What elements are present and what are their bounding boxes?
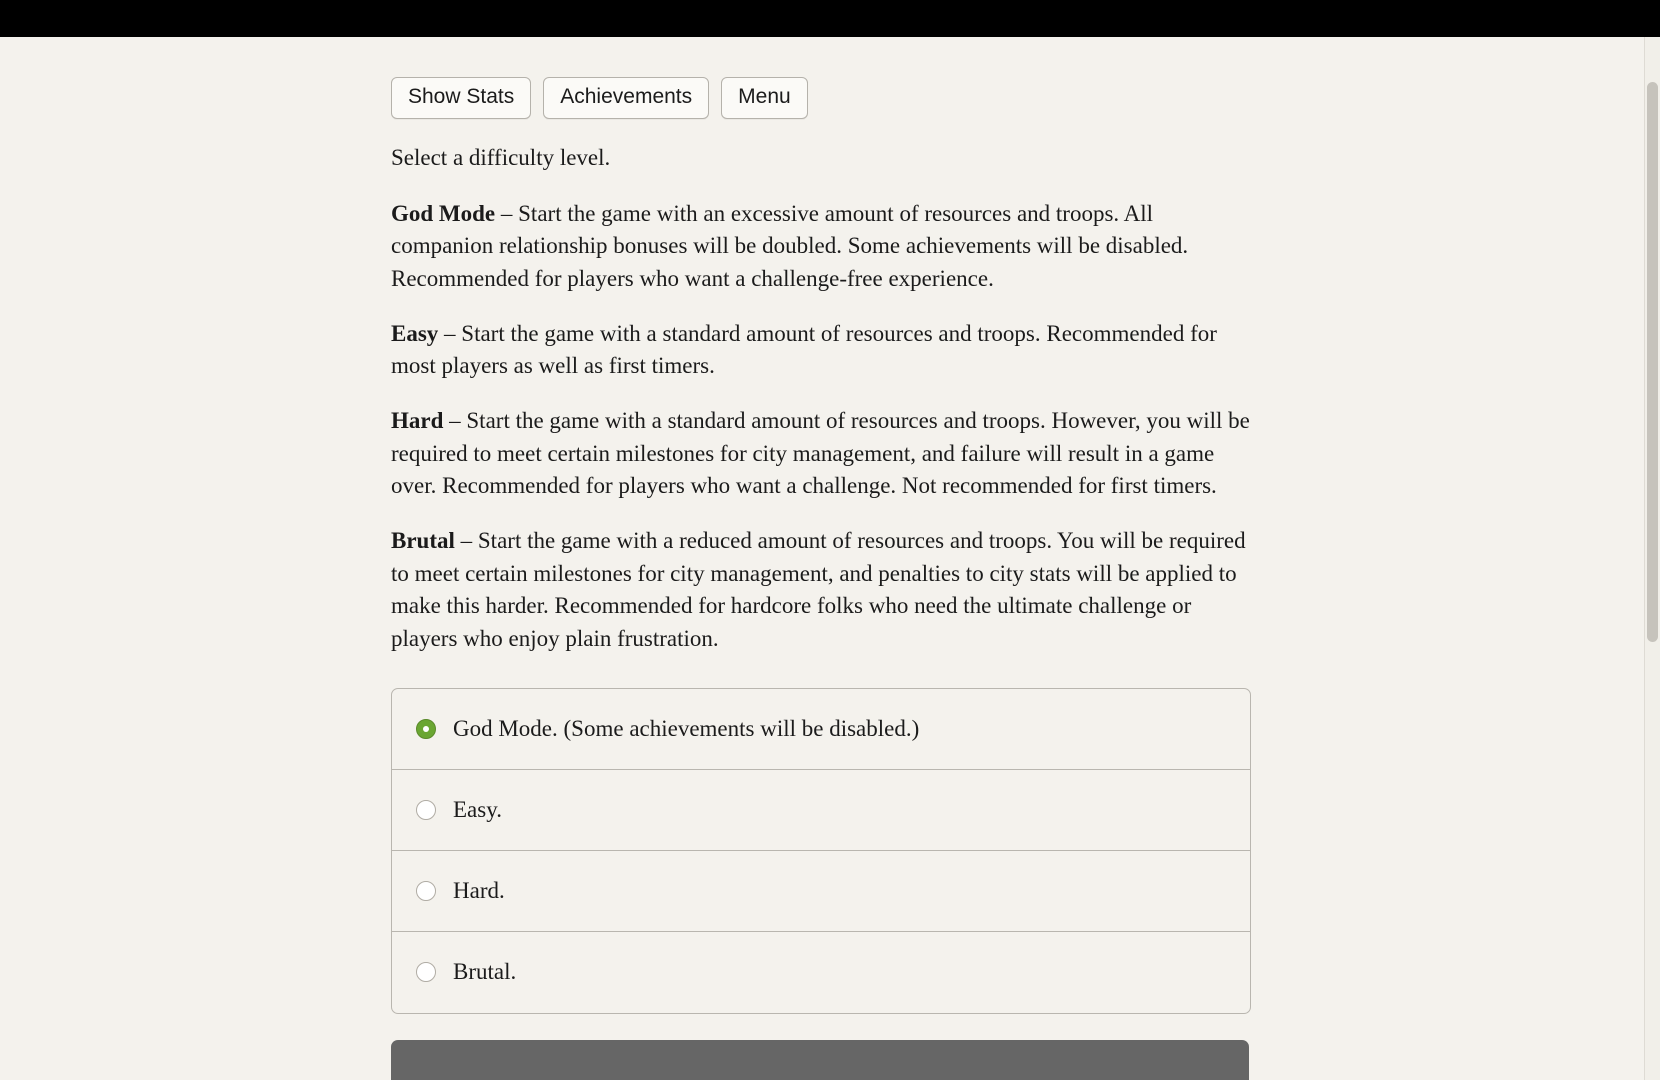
description-body-hard: Start the game with a standard amount of resources and troops. However, you will be required to meet certain milestones for city management, and failure will result in a game over. Recommended for players who want a challenge. Not recommended for first timers.	[391, 407, 1250, 499]
description-dash-brutal: –	[454, 527, 478, 553]
achievements-button[interactable]: Achievements	[543, 77, 709, 119]
radio-icon-hard[interactable]	[416, 881, 436, 901]
choice-label-easy: Easy.	[453, 796, 502, 822]
prompt-text: Select a difficulty level.	[391, 145, 611, 171]
description-term-hard: Hard	[391, 407, 444, 433]
description-term-easy: Easy	[391, 320, 439, 346]
description-body-god-mode: Start the game with an excessive amount of resources and troops. All companion relationship bonuses will be doubled. Some achievements will be disabled. Recommended for players who want a challenge-free experience.	[391, 200, 1189, 291]
story-page	[0, 37, 1645, 1080]
choice-label-god-mode: God Mode. (Some achievements will be disabled.)	[453, 715, 920, 741]
page-scrollbar-thumb[interactable]	[1647, 82, 1658, 642]
radio-icon-god-mode[interactable]	[416, 719, 436, 739]
story-content	[391, 77, 1251, 1080]
submit-button[interactable]	[391, 1040, 1249, 1080]
description-dash-hard: –	[443, 407, 467, 433]
choice-label-hard: Hard.	[453, 877, 505, 903]
choice-hard[interactable]	[392, 851, 1250, 932]
page-scrollbar[interactable]	[1644, 37, 1660, 1080]
show-stats-button[interactable]: Show Stats	[391, 77, 531, 119]
description-dash-god-mode: –	[495, 200, 519, 226]
menu-button[interactable]: Menu	[721, 77, 808, 119]
description-body-brutal: Start the game with a reduced amount of resources and troops. You will be required to meet certain milestones for city management, and penalties to city stats will be applied to make this harder. Recommended for hardcore folks who need the ultimate challenge or players who enjoy plain frustration.	[391, 527, 1246, 651]
description-hard	[391, 405, 1251, 503]
description-term-god-mode: God Mode	[391, 200, 496, 226]
radio-icon-brutal[interactable]	[416, 962, 436, 982]
description-dash-easy: –	[438, 320, 462, 346]
choice-label-brutal: Brutal.	[453, 959, 517, 985]
description-body-easy: Start the game with a standard amount of resources and troops. Recommended for most players as well as first timers.	[391, 320, 1217, 379]
choice-god-mode[interactable]	[392, 689, 1250, 770]
description-god-mode	[391, 198, 1251, 296]
toolbar	[391, 77, 1251, 119]
description-term-brutal: Brutal	[391, 527, 455, 553]
description-brutal	[391, 525, 1251, 656]
radio-icon-easy[interactable]	[416, 800, 436, 820]
description-easy	[391, 318, 1251, 383]
difficulty-choice-list	[391, 688, 1251, 1014]
browser-top-bar	[0, 0, 1660, 37]
choice-easy[interactable]	[392, 770, 1250, 851]
choice-brutal[interactable]	[392, 932, 1250, 1013]
